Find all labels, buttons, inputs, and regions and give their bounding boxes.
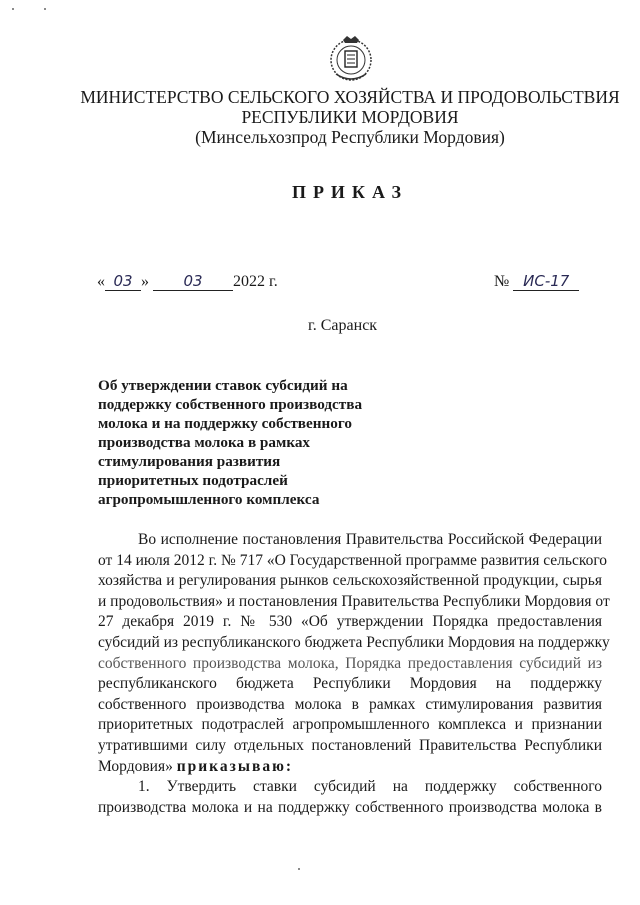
subject-line: агропромышленного комплекса (98, 491, 320, 508)
subject-line: молока и на поддержку собственного (98, 415, 352, 432)
item-1-line-1: 1. Утвердить ставки субсидий на поддержку собственного (138, 778, 602, 796)
body-line: от 14 июля 2012 г. № 717 «О Государственной программе развития сельского (98, 551, 608, 569)
scan-speck (44, 8, 46, 10)
coat-of-arms-emblem (328, 34, 374, 86)
order-date (97, 272, 278, 291)
ministry-short-name: (Минсельхозпрод Республики Мордовия) (195, 127, 505, 147)
subject-line: поддержку собственного производства (98, 396, 363, 413)
body-line: собственного производства молока в рамках стимулирования развития (98, 695, 602, 713)
city: г. Саранск (308, 317, 378, 334)
date-open-quote: « (97, 273, 105, 290)
subject-line: Об утверждении ставок субсидий на (98, 377, 348, 394)
order-number (494, 272, 579, 291)
subject-line: производства молока в рамках (98, 434, 311, 451)
number-handwritten: ИС-17 (513, 272, 579, 291)
date-close-quote: » (141, 273, 149, 290)
body-line: приоритетных подотраслей агропромышленного комплекса и признании (98, 716, 602, 734)
date-day-handwritten: 03 (105, 272, 141, 291)
body-line-with-order-word (98, 757, 602, 778)
body-line: республиканского бюджета Республики Мордовия на поддержку (98, 675, 602, 693)
ministry-name-line1: МИНИСТЕРСТВО СЕЛЬСКОГО ХОЗЯЙСТВА И ПРОДОВОЛЬСТВИЯ (80, 87, 620, 107)
body-line: утратившими силу отдельных постановлений Правительства Республики (98, 736, 602, 754)
subject-line: приоритетных подотраслей (98, 472, 288, 489)
body-line: 27 декабря 2019 г. № 530 «Об утверждении Порядка предоставления (98, 613, 602, 631)
order-body (98, 530, 610, 818)
order-word: приказываю: (176, 757, 294, 775)
body-line: Во исполнение постановления Правительства Российской Федерации (138, 531, 602, 548)
body-line: и продовольствия» и постановления Правительства Республики Мордовия от (98, 592, 610, 610)
body-line: хозяйства и регулирования рынков сельскохозяйственной продукции, сырья (98, 572, 602, 590)
number-label: № (494, 273, 510, 290)
scan-speck (298, 868, 300, 870)
item-1-line-2: производства молока и на поддержку собственного производства молока в (98, 798, 602, 816)
date-year: 2022 г. (233, 273, 278, 290)
body-line: Мордовия» (98, 757, 173, 775)
order-title: ПРИКАЗ (291, 182, 409, 202)
subject-line: стимулирования развития (98, 453, 281, 470)
scan-speck (12, 8, 14, 10)
date-month-handwritten: 03 (153, 272, 233, 291)
body-line: собственного производства молока, Порядка предоставления субсидий из (98, 654, 602, 672)
ministry-name-line2: РЕСПУБЛИКИ МОРДОВИЯ (241, 107, 459, 127)
order-subject (98, 376, 418, 509)
body-line: субсидий из республиканского бюджета Республики Мордовия на поддержку (98, 633, 610, 651)
